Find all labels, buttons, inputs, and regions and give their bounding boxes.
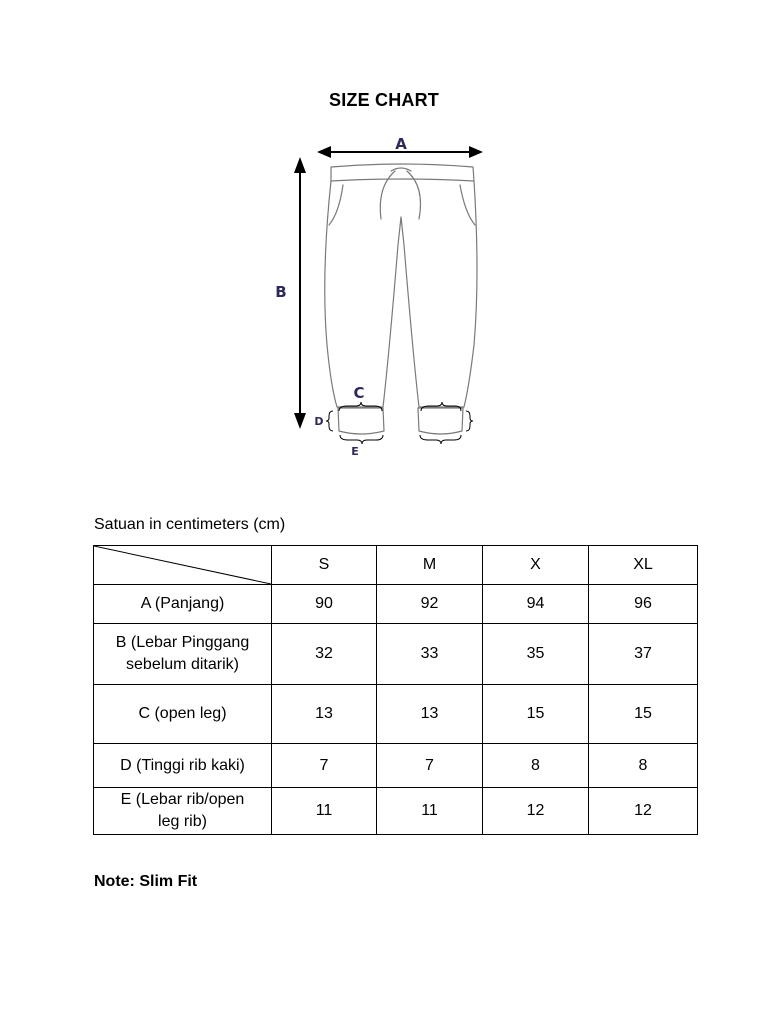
row-label: C (open leg): [94, 685, 272, 744]
label-c: C: [353, 384, 365, 402]
cell-value: 7: [377, 744, 483, 788]
page-title: SIZE CHART: [329, 90, 439, 110]
size-header-x: X: [483, 546, 589, 585]
pants-diagram: [255, 125, 525, 470]
cell-value: 37: [589, 624, 698, 685]
cell-value: 15: [483, 685, 589, 744]
label-e: E: [351, 445, 359, 458]
corner-diagonal: [94, 546, 271, 584]
header-row: [94, 546, 698, 585]
cell-value: 90: [272, 585, 377, 624]
table-row: [94, 685, 698, 744]
cell-value: 11: [377, 788, 483, 835]
size-header-m: M: [377, 546, 483, 585]
cell-value: 13: [272, 685, 377, 744]
cell-value: 11: [272, 788, 377, 835]
pants-illustration: [255, 125, 525, 470]
row-label: E (Lebar rib/open leg rib): [94, 788, 272, 835]
cell-value: 7: [272, 744, 377, 788]
cell-value: 33: [377, 624, 483, 685]
row-label: B (Lebar Pinggang sebelum ditarik): [94, 624, 272, 685]
label-a: A: [395, 135, 407, 153]
cell-value: 8: [483, 744, 589, 788]
brace-e: [340, 435, 461, 444]
cell-value: 12: [483, 788, 589, 835]
arrow-b: [294, 157, 306, 429]
size-table: [93, 545, 698, 835]
row-label: A (Panjang): [94, 585, 272, 624]
table-row: [94, 744, 698, 788]
size-header-s: S: [272, 546, 377, 585]
cell-value: 35: [483, 624, 589, 685]
cell-value: 15: [589, 685, 698, 744]
label-b: B: [275, 283, 287, 301]
cell-value: 8: [589, 744, 698, 788]
cell-value: 32: [272, 624, 377, 685]
brace-d: [326, 411, 473, 431]
cell-value: 92: [377, 585, 483, 624]
cell-value: 94: [483, 585, 589, 624]
size-header-xl: XL: [589, 546, 698, 585]
fit-note: Note: Slim Fit: [94, 873, 198, 890]
table-row: [94, 788, 698, 835]
row-label: D (Tinggi rib kaki): [94, 744, 272, 788]
cell-value: 96: [589, 585, 698, 624]
unit-note: Satuan in centimeters (cm): [94, 516, 286, 533]
label-d: D: [314, 415, 324, 428]
cell-value: 12: [589, 788, 698, 835]
table-row: [94, 624, 698, 685]
table-row: [94, 585, 698, 624]
cell-value: 13: [377, 685, 483, 744]
pants-outline: [325, 164, 477, 434]
corner-cell: [94, 546, 272, 585]
